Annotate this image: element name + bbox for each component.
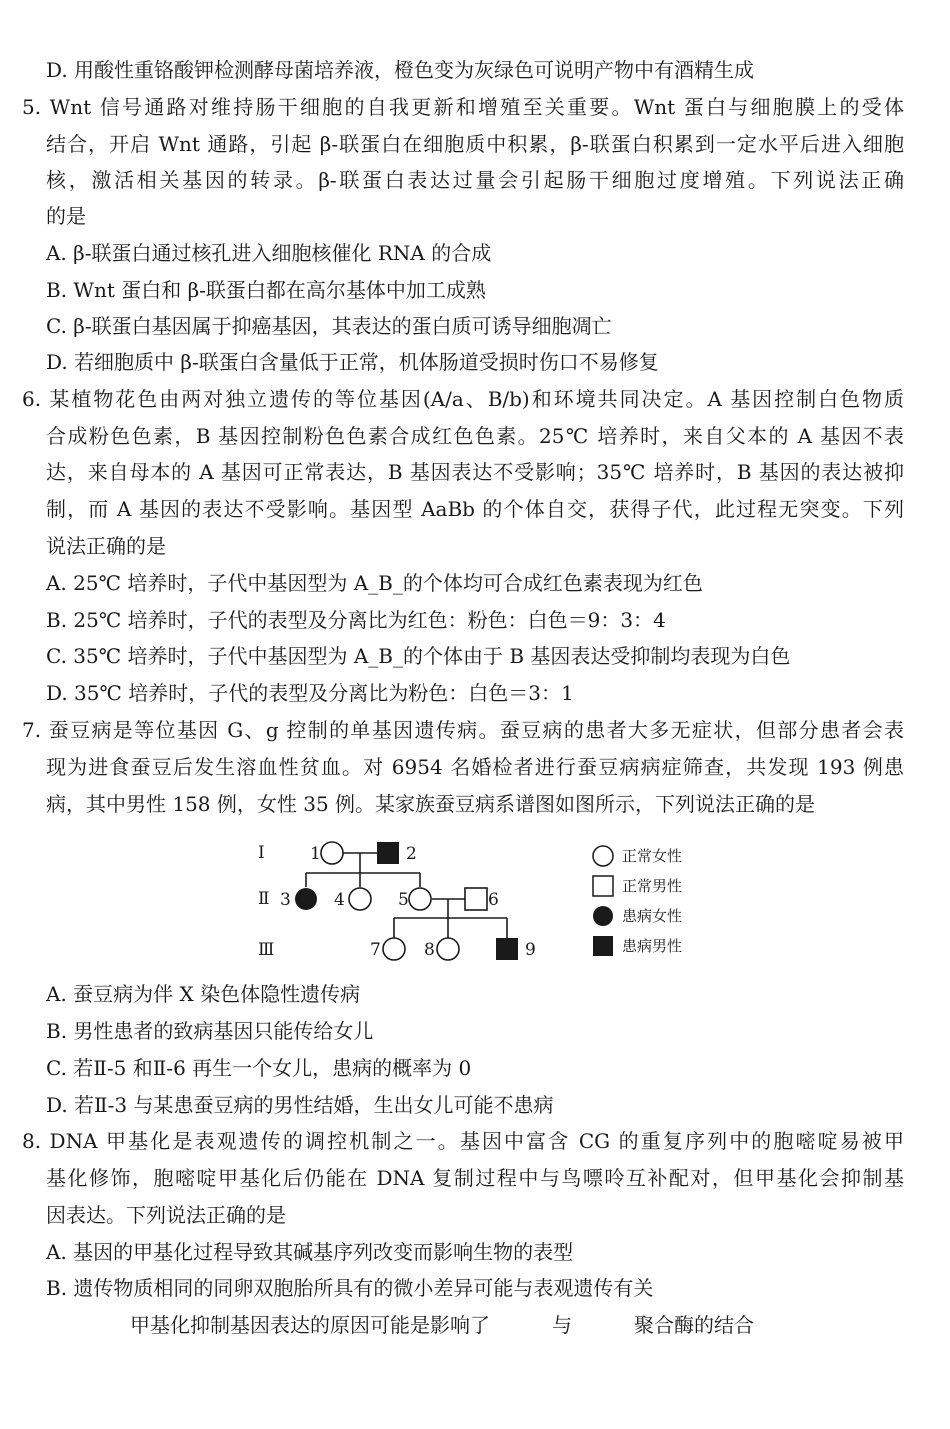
- individual-4-normal-female: [349, 888, 371, 910]
- q5-stem-line-1: 5. Wnt 信号通路对维持肠干细胞的自我更新和增殖至关重要。Wnt 蛋白与细胞膜上的受体: [22, 95, 904, 119]
- legend-normal-female-symbol: [593, 846, 613, 866]
- legend-affected-female: 患病女性: [622, 907, 683, 925]
- id-4: 4: [334, 890, 345, 910]
- individual-9-affected-male: [496, 938, 518, 960]
- q6-option-b[interactable]: B. 25℃ 培养时，子代的表型及分离比为红色：粉色：白色＝9：3：4: [46, 608, 666, 632]
- q5-stem-line-4: 的是: [46, 204, 86, 228]
- q8-option-b[interactable]: B. 遗传物质相同的同卵双胞胎所具有的微小差异可能与表观遗传有关: [46, 1276, 654, 1300]
- q6-stem-line-4: 制，而 A 基因的表达不受影响。基因型 AaBb 的个体自交，获得子代，此过程无突变。下列: [46, 497, 904, 521]
- id-5: 5: [398, 890, 409, 910]
- q8-stem-line-3: 因表达。下列说法正确的是: [46, 1203, 286, 1227]
- q8-partial-line: [130, 1310, 754, 1340]
- legend-normal-male: 正常男性: [622, 877, 683, 895]
- q5-stem-line-2: 结合，开启 Wnt 通路，引起 β-联蛋白在细胞质中积累，β-联蛋白积累到一定水平后进入细胞: [46, 132, 904, 156]
- q6-stem-line-2: 合成粉色色素，B 基因控制粉色色素合成红色色素。25℃ 培养时，来自父本的 A 基因不表: [46, 424, 904, 448]
- q7-option-d[interactable]: D. 若Ⅱ-3 与某患蚕豆病的男性结婚，生出女儿可能不患病: [46, 1093, 554, 1117]
- q8-partial-part-1: 甲基化抑制基因表达的原因可能是影响了: [130, 1313, 490, 1337]
- q6-stem-line-5: 说法正确的是: [46, 534, 166, 558]
- id-7: 7: [370, 940, 381, 960]
- q7-stem-line-3: 病，其中男性 158 例，女性 35 例。某家族蚕豆病系谱图如图所示，下列说法正确的是: [46, 792, 816, 816]
- individual-2-affected-male: [377, 842, 399, 864]
- q7-stem-line-2: 现为进食蚕豆后发生溶血性贫血。对 6954 名婚检者进行蚕豆病病症筛查，共发现 193 例患: [46, 755, 904, 779]
- q6-stem-line-3: 达，来自母本的 A 基因可正常表达，B 基因表达不受影响；35℃ 培养时，B 基因的表达被抑: [46, 460, 904, 484]
- q6-option-c[interactable]: C. 35℃ 培养时，子代中基因型为 A_B_的个体由于 B 基因表达受抑制均表现为白色: [46, 644, 791, 668]
- legend-affected-male-symbol: [593, 936, 613, 956]
- legend-normal-female: 正常女性: [622, 847, 683, 865]
- q7-option-a[interactable]: A. 蚕豆病为伴 X 染色体隐性遗传病: [46, 982, 361, 1006]
- q8-stem-line-1: 8. DNA 甲基化是表观遗传的调控机制之一。基因中富含 CG 的重复序列中的胞嘧啶易被甲: [22, 1129, 904, 1153]
- pedigree-diagram: [250, 835, 710, 970]
- q5-option-d[interactable]: D. 若细胞质中 β-联蛋白含量低于正常，机体肠道受损时伤口不易修复: [46, 350, 659, 374]
- individual-8-normal-female: [437, 938, 459, 960]
- id-3: 3: [280, 890, 291, 910]
- generation-label-1: I: [258, 843, 265, 863]
- q6-stem-line-1: 6. 某植物花色由两对独立遗传的等位基因(A/a、B/b)和环境共同决定。A 基因控制白色物质: [22, 387, 904, 411]
- id-9: 9: [525, 940, 536, 960]
- individual-6-normal-male: [465, 888, 487, 910]
- q7-option-b[interactable]: B. 男性患者的致病基因只能传给女儿: [46, 1019, 374, 1043]
- q7-stem-line-1: 7. 蚕豆病是等位基因 G、g 控制的单基因遗传病。蚕豆病的患者大多无症状，但部分患者会表: [22, 718, 904, 742]
- q7-option-c[interactable]: C. 若Ⅱ-5 和Ⅱ-6 再生一个女儿，患病的概率为 0: [46, 1056, 472, 1080]
- q8-option-a[interactable]: A. 基因的甲基化过程导致其碱基序列改变而影响生物的表型: [46, 1240, 574, 1264]
- legend-affected-male: 患病男性: [622, 937, 683, 955]
- q6-option-a[interactable]: A. 25℃ 培养时，子代中基因型为 A_B_的个体均可合成红色素表现为红色: [46, 571, 703, 595]
- legend-normal-male-symbol: [593, 876, 613, 896]
- q6-option-d[interactable]: D. 35℃ 培养时，子代的表型及分离比为粉色：白色＝3：1: [46, 681, 574, 705]
- legend-affected-female-symbol: [593, 906, 613, 926]
- q8-stem-line-2: 基化修饰，胞嘧啶甲基化后仍能在 DNA 复制过程中与鸟嘌呤互补配对，但甲基化会抑制基: [46, 1166, 904, 1190]
- generation-label-2: Ⅱ: [258, 889, 270, 909]
- generation-label-3: Ⅲ: [258, 940, 275, 960]
- q4-option-d: D. 用酸性重铬酸钾检测酵母菌培养液，橙色变为灰绿色可说明产物中有酒精生成: [46, 58, 755, 82]
- q5-option-b[interactable]: B. Wnt 蛋白和 β-联蛋白都在高尔基体中加工成熟: [46, 278, 486, 302]
- individual-5-normal-female: [409, 888, 431, 910]
- q5-stem-line-3: 核，激活相关基因的转录。β-联蛋白表达过量会引起肠干细胞过度增殖。下列说法正确: [46, 168, 904, 192]
- q5-option-a[interactable]: A. β-联蛋白通过核孔进入细胞核催化 RNA 的合成: [46, 241, 492, 265]
- id-2: 2: [406, 844, 417, 864]
- individual-1-normal-female: [321, 842, 343, 864]
- id-8: 8: [424, 940, 435, 960]
- q5-option-c[interactable]: C. β-联蛋白基因属于抑癌基因，其表达的蛋白质可诱导细胞凋亡: [46, 314, 612, 338]
- q8-partial-part-2: 与: [552, 1313, 572, 1337]
- id-1: 1: [310, 844, 321, 864]
- individual-7-normal-female: [383, 938, 405, 960]
- id-6: 6: [488, 890, 499, 910]
- individual-3-affected-female: [295, 888, 317, 910]
- q8-partial-part-3: 聚合酶的结合: [634, 1313, 754, 1337]
